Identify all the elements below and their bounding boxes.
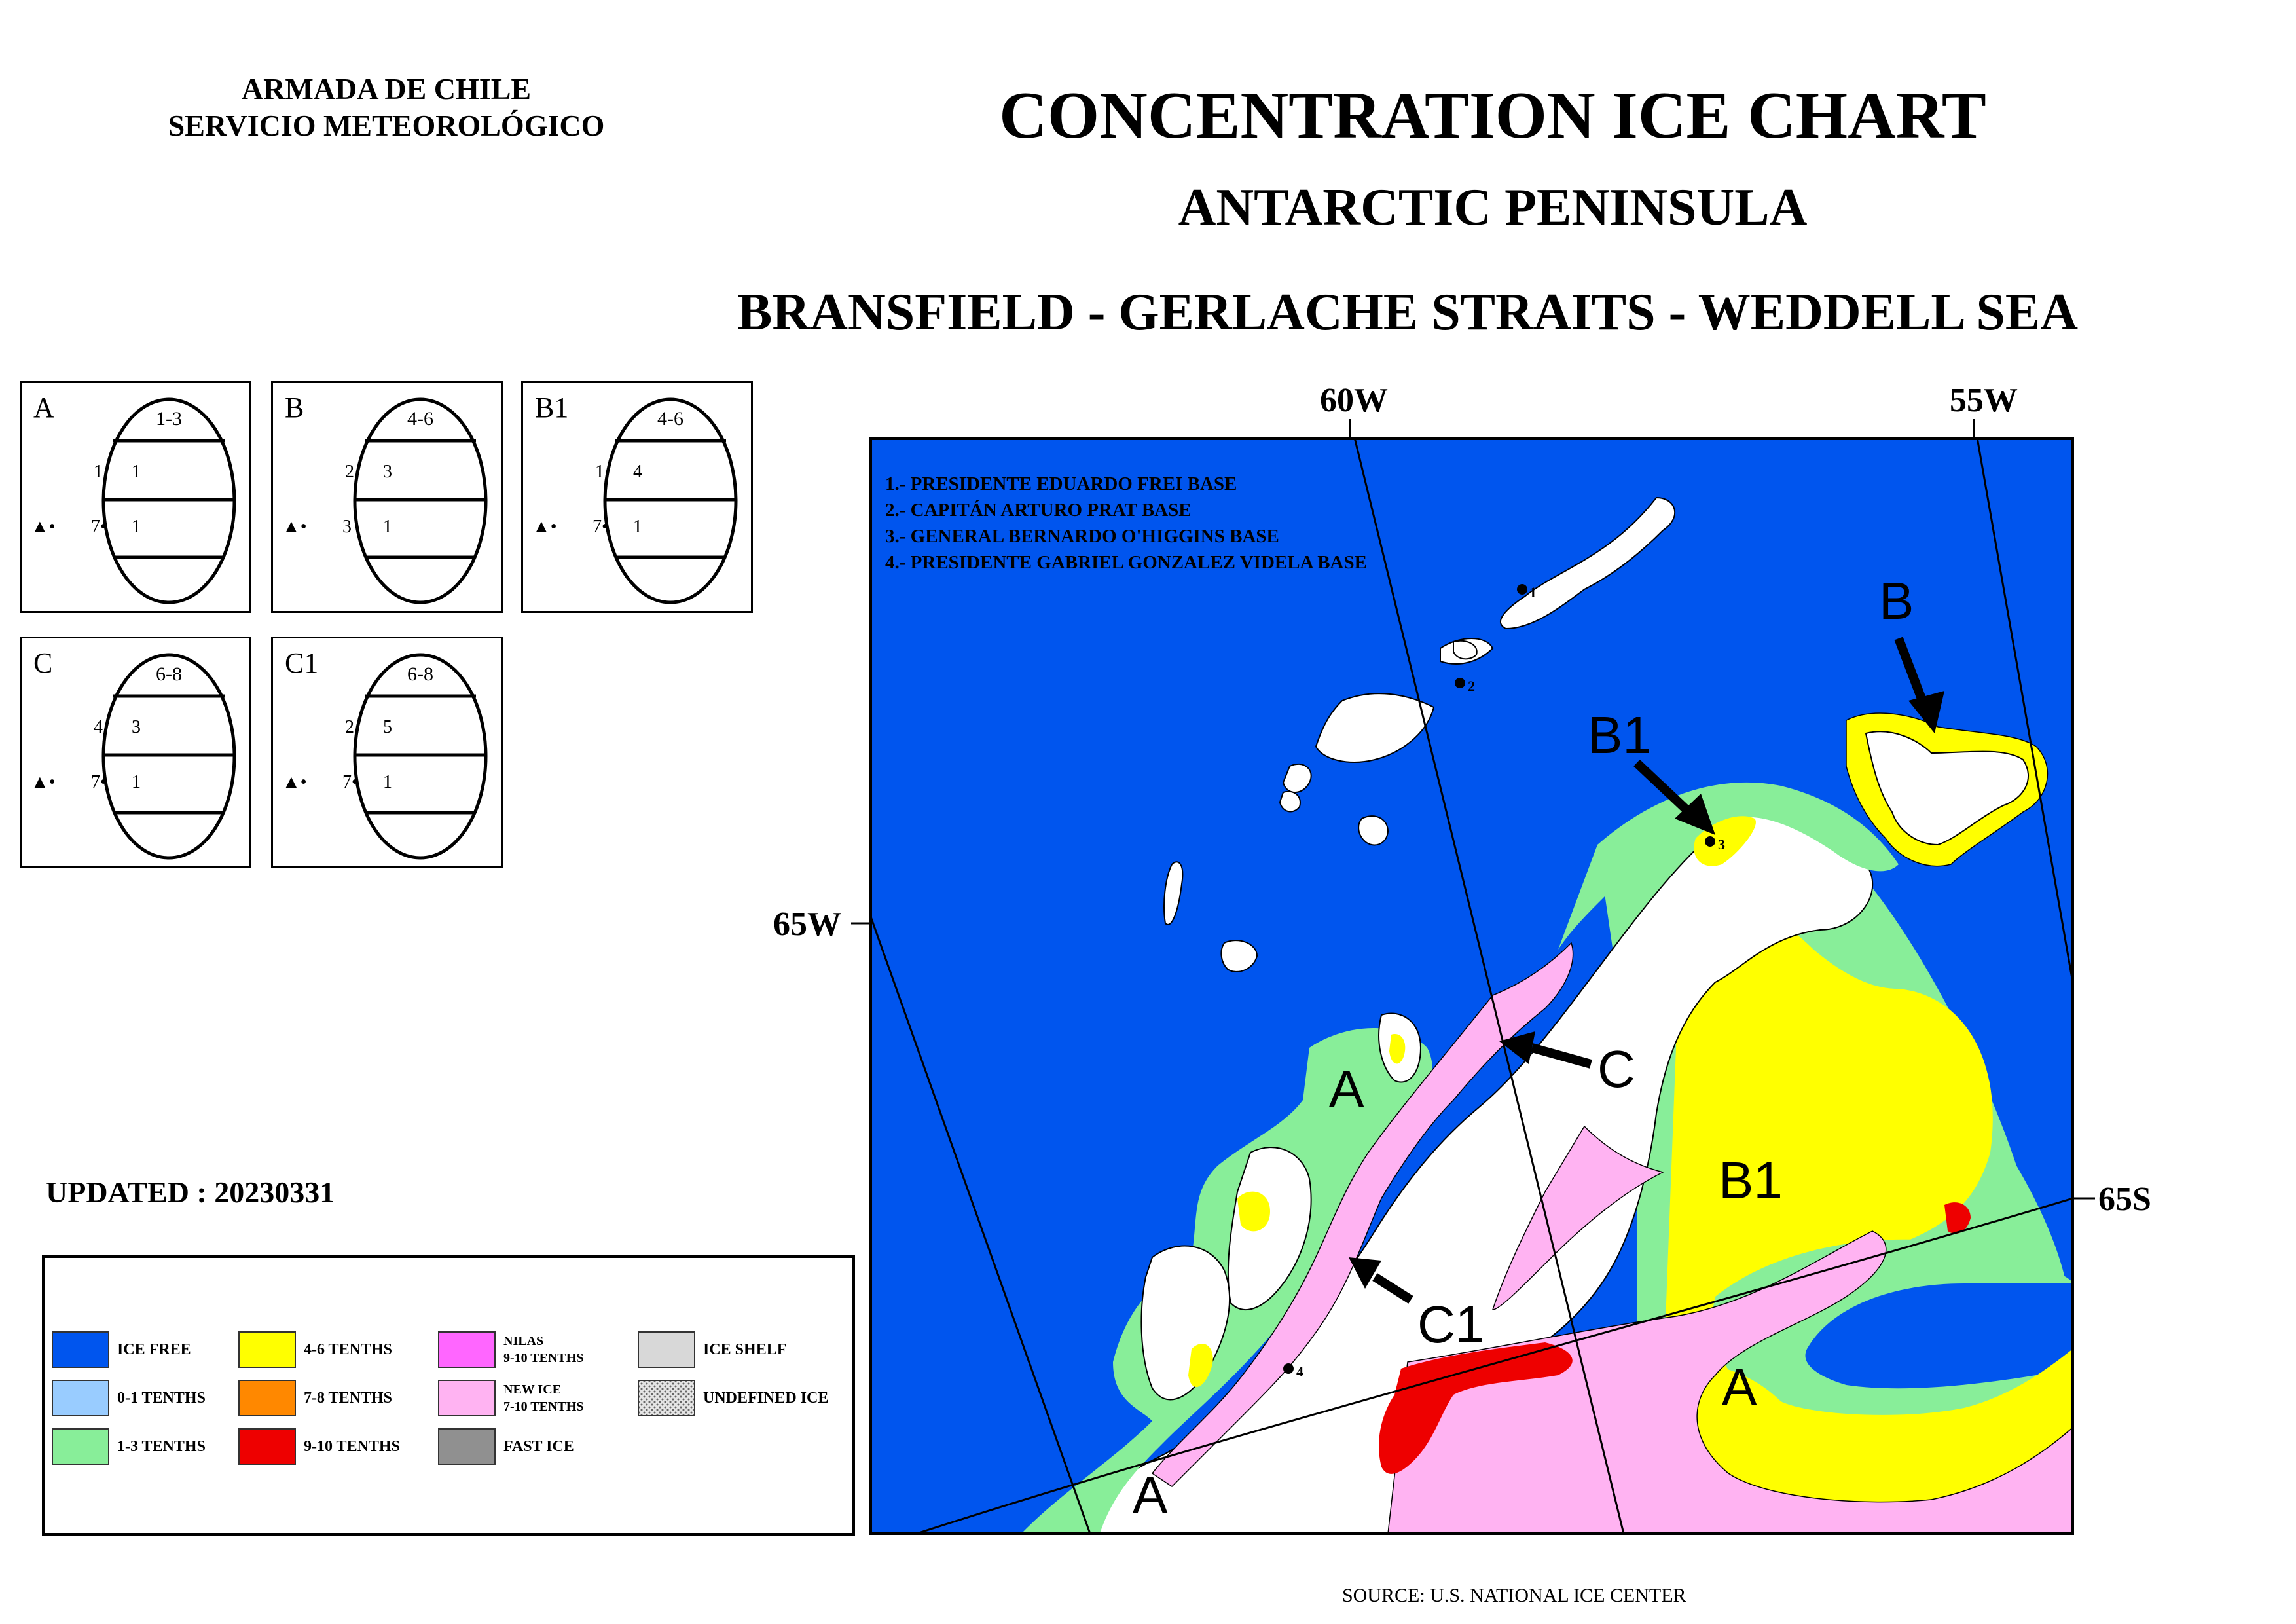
zone-label-a-weddell: A [1722,1357,1757,1416]
legend-label: NEW ICE 7-10 TENTHS [503,1382,584,1414]
legend-label: NILAS 9-10 TENTHS [503,1334,584,1365]
egg-zone-letter: A [33,392,54,424]
egg-concentration: 6-8 [407,663,433,685]
egg-form-left: 3 [342,517,352,537]
egg-stage-right: 3 [132,717,141,737]
legend-label: ICE SHELF [703,1341,787,1358]
egg-stage-left: 2 [345,717,354,737]
org-line-1: ARMADA DE CHILE [241,72,532,105]
label-65s: 65S [2098,1181,2151,1218]
egg-symbol: ▲• [31,517,56,537]
egg-concentration: 1-3 [156,408,182,430]
base-1-marker [1517,584,1527,595]
base-number-4: 4 [1296,1363,1303,1380]
egg-symbol: ▲• [31,772,56,792]
base-list-4: 4.- PRESIDENTE GABRIEL GONZALEZ VIDELA BASE [885,552,1367,573]
org-line-2: SERVICIO METEOROLÓGICO [168,109,605,142]
arrow-label-b: B [1879,572,1914,630]
egg-stage-left: 4 [94,717,103,737]
legend-label: 9-10 TENTHS [304,1438,400,1455]
egg-stage-left: 1 [94,462,103,482]
base-list-2: 2.- CAPITÁN ARTURO PRAT BASE [885,500,1192,521]
egg-zone-letter: C [33,647,53,679]
egg-symbol: ▲• [282,772,307,792]
egg-stage-right: 4 [633,462,642,482]
label-60w: 60W [1320,382,1388,419]
arrow-label-c1: C1 [1417,1295,1485,1354]
egg-form-right: 1 [383,517,392,537]
egg-stage-left: 1 [595,462,604,482]
egg-form-right: 1 [132,772,141,792]
egg-form-left: 7• [342,772,358,792]
egg-stage-right: 5 [383,717,392,737]
egg-stage-right: 1 [132,462,141,482]
legend-label: 1-3 TENTHS [117,1438,206,1455]
label-55w: 55W [1950,382,2018,419]
egg-stage-right: 3 [383,462,392,482]
legend-label: FAST ICE [503,1438,574,1455]
source-credit: SOURCE: U.S. NATIONAL ICE CENTER [1342,1585,1686,1606]
legend-label: UNDEFINED ICE [703,1390,829,1407]
egg-concentration: 4-6 [657,408,683,430]
egg-concentration: 6-8 [156,663,182,685]
updated-date: UPDATED : 20230331 [46,1175,335,1209]
legend-label: 7-8 TENTHS [304,1390,392,1407]
chart-title: CONCENTRATION ICE CHART [999,79,1986,153]
legend-label: ICE FREE [117,1341,191,1358]
egg-form-right: 1 [383,772,392,792]
egg-zone-letter: B [285,392,304,424]
label-65w: 65W [773,906,841,943]
egg-symbol: ▲• [532,517,557,537]
base-2-marker [1455,678,1465,688]
egg-symbol: ▲• [282,517,307,537]
base-3-marker [1705,836,1715,847]
base-number-2: 2 [1468,678,1475,694]
base-4-marker [1283,1363,1294,1374]
chart-subtitle: ANTARCTIC PENINSULA [1178,179,1808,236]
zone-label-a-gerlache: A [1329,1060,1364,1118]
base-list-1: 1.- PRESIDENTE EDUARDO FREI BASE [885,473,1237,494]
legend-label: 4-6 TENTHS [304,1341,392,1358]
egg-zone-letter: B1 [535,392,569,424]
base-number-3: 3 [1718,836,1725,853]
egg-stage-left: 2 [345,462,354,482]
egg-zone-letter: C1 [285,647,319,679]
egg-form-right: 1 [132,517,141,537]
egg-form-left: 7• [592,517,608,537]
zone-label-b1-weddell: B1 [1719,1151,1783,1209]
zone-label-a-south: A [1133,1466,1168,1524]
greenwich-island [1280,792,1300,812]
base-number-1: 1 [1529,584,1537,600]
egg-form-left: 7• [91,772,107,792]
arrow-label-c: C [1597,1040,1635,1098]
egg-form-right: 1 [633,517,642,537]
base-list-3: 3.- GENERAL BERNARDO O'HIGGINS BASE [885,526,1279,547]
egg-concentration: 4-6 [407,408,433,430]
chart-region: BRANSFIELD - GERLACHE STRAITS - WEDDELL SEA [737,284,2078,341]
arrow-label-b1: B1 [1588,706,1652,764]
brabant-4-6 [1237,1192,1270,1232]
legend-label: 0-1 TENTHS [117,1390,206,1407]
egg-form-left: 7• [91,517,107,537]
